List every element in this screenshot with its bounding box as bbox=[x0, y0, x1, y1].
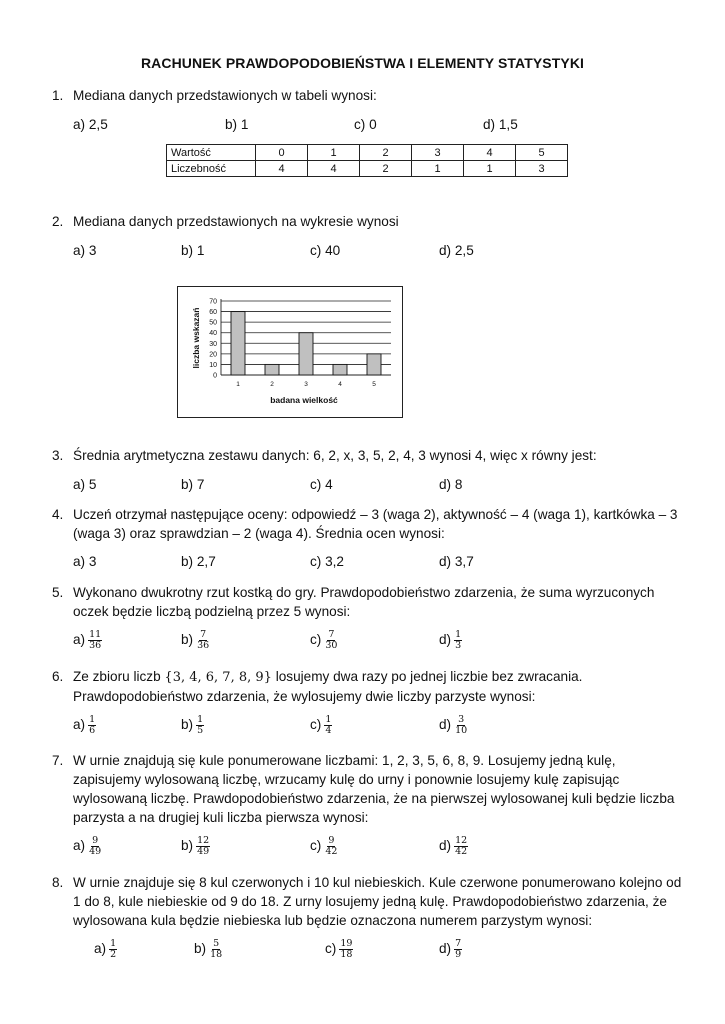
y-tick-label: 20 bbox=[209, 351, 217, 359]
answer-c: c) $\frac{7}{30}$ bbox=[310, 629, 338, 651]
question-text-line: wylosowaną liczbę. Prawdopodobieństwo zdarzenia, że na pierwszej wylosowanej kuli będzie liczba bbox=[73, 791, 675, 806]
table-header-cell: Wartość bbox=[167, 145, 256, 161]
table-cell: 3 bbox=[412, 145, 464, 161]
answer-a: a) $\frac{9}{49}$ bbox=[73, 835, 102, 857]
fraction: $\frac{7}{9}$ bbox=[455, 938, 462, 960]
fraction: $\frac{12}{42}$ bbox=[455, 835, 468, 857]
fraction: $\frac{1}{6}$ bbox=[89, 714, 96, 736]
table-cell: 4 bbox=[256, 161, 308, 177]
question-text-line: Ze zbioru liczb {3, 4, 6, 7, 8, 9} losujemy dwa razy po jednej liczbie bez zwracania. bbox=[73, 669, 583, 685]
y-tick-label: 50 bbox=[209, 319, 217, 327]
answer-a: a) 3 bbox=[73, 243, 97, 258]
bar-chart-svg bbox=[178, 287, 402, 417]
question-6 bbox=[52, 667, 682, 706]
y-axis-label: liczba wskazań bbox=[191, 307, 201, 369]
frequency-table bbox=[166, 144, 568, 177]
question-text: Średnia arytmetyczna zestawu danych: 6, 2, x, 3, 5, 2, 4, 3 wynosi 4, więc x równy jest: bbox=[73, 448, 597, 463]
question-text-line: Prawdopodobieństwo zdarzenia, że wylosujemy dwie liczby parzyste wynosi: bbox=[73, 689, 536, 704]
question-text-line: oczek będzie liczbą podzielną przez 5 wynosi: bbox=[73, 604, 351, 619]
y-tick-label: 70 bbox=[209, 298, 217, 306]
answer-c: c) 40 bbox=[310, 243, 341, 258]
question-text-line: Wykonano dwukrotny rzut kostką do gry. Prawdopodobieństwo zdarzenia, że suma wyrzuconych bbox=[73, 585, 655, 600]
fraction: $\frac{9}{49}$ bbox=[89, 835, 102, 857]
question-text: Mediana danych przedstawionych na wykresie wynosi bbox=[73, 214, 399, 229]
answer-a: a) 5 bbox=[73, 477, 97, 492]
answer-b: b) $\frac{1}{5}$ bbox=[181, 714, 204, 736]
fraction: $\frac{11}{36}$ bbox=[89, 629, 102, 651]
table-header-cell: Liczebność bbox=[167, 161, 256, 177]
x-tick-label: 5 bbox=[372, 381, 376, 388]
question-text-line: (waga 3) oraz sprawdzian – 2 (waga 4). Średnia ocen wynosi: bbox=[73, 526, 445, 541]
x-tick-label: 4 bbox=[338, 381, 342, 388]
table-cell: 4 bbox=[464, 145, 516, 161]
answer-b: b) 7 bbox=[181, 477, 205, 492]
answer-d: d) 8 bbox=[439, 477, 463, 492]
fraction: $\frac{3}{10}$ bbox=[455, 714, 468, 736]
number-set: {3, 4, 6, 7, 8, 9} bbox=[164, 670, 272, 685]
table-cell: 5 bbox=[516, 145, 568, 161]
question-number: 1. bbox=[52, 88, 64, 103]
table-cell: 4 bbox=[308, 161, 360, 177]
question-4 bbox=[52, 505, 682, 543]
question-number: 5. bbox=[52, 585, 64, 600]
x-tick-label: 2 bbox=[270, 381, 274, 388]
answer-d: d) $\frac{1}{3}$ bbox=[439, 629, 462, 651]
answer-a: a) $\frac{1}{2}$ bbox=[94, 938, 117, 960]
answer-c: c) 3,2 bbox=[310, 554, 344, 569]
answer-d: d) 2,5 bbox=[439, 243, 474, 258]
answer-a: a) $\frac{1}{6}$ bbox=[73, 714, 96, 736]
answer-b: b) $\frac{7}{36}$ bbox=[181, 629, 210, 651]
fraction: $\frac{1}{4}$ bbox=[325, 714, 332, 736]
question-text-line: W urnie znajduje się 8 kul czerwonych i 10 kul niebieskich. Kule czerwone ponumerowano kolejno od bbox=[73, 875, 682, 890]
table-cell: 1 bbox=[464, 161, 516, 177]
table-cell: 2 bbox=[360, 145, 412, 161]
answer-a: a) 3 bbox=[73, 554, 97, 569]
fraction: $\frac{1}{2}$ bbox=[110, 938, 117, 960]
y-tick-label: 0 bbox=[213, 372, 217, 380]
question-text-line: wylosowana kula będzie niebieska lub będzie oznaczona numerem parzystym wynosi: bbox=[73, 913, 593, 928]
fraction: $\frac{12}{49}$ bbox=[197, 835, 210, 857]
answer-d: d) 1,5 bbox=[483, 117, 518, 132]
question-text-line: W urnie znajdują się kule ponumerowane liczbami: 1, 2, 3, 5, 6, 8, 9. Losujemy jedną kulę, bbox=[73, 753, 616, 768]
answer-c: c) $\frac{19}{18}$ bbox=[325, 938, 353, 960]
answer-c: c) $\frac{9}{42}$ bbox=[310, 835, 338, 857]
bar bbox=[367, 354, 381, 375]
question-number: 4. bbox=[52, 507, 64, 522]
fraction: $\frac{7}{30}$ bbox=[325, 629, 338, 651]
question-8 bbox=[52, 873, 682, 930]
bar-chart bbox=[177, 286, 403, 418]
answer-c: c) $\frac{1}{4}$ bbox=[310, 714, 332, 736]
question-text-line: 1 do 8, kule niebieskie od 9 do 18. Z urny losujemy jedną kulę. Prawdopodobieństwo zdarzenia, że bbox=[73, 894, 667, 909]
y-tick-label: 30 bbox=[209, 340, 217, 348]
answer-b: b) 2,7 bbox=[181, 554, 216, 569]
table-cell: 1 bbox=[412, 161, 464, 177]
answer-a: a) $\frac{11}{36}$ bbox=[73, 629, 102, 651]
table-cell: 1 bbox=[308, 145, 360, 161]
y-tick-label: 60 bbox=[209, 309, 217, 317]
table-cell: 0 bbox=[256, 145, 308, 161]
bar bbox=[231, 312, 245, 375]
question-text-line: zapisujemy wylosowaną liczbę, wrzucamy kulę do urny i ponownie losujemy kulę zapisując bbox=[73, 772, 620, 787]
question-number: 2. bbox=[52, 214, 64, 229]
question-3 bbox=[52, 446, 682, 465]
bar bbox=[265, 364, 279, 375]
fraction: $\frac{19}{18}$ bbox=[340, 938, 353, 960]
table-cell: 3 bbox=[516, 161, 568, 177]
answer-d: d) $\frac{7}{9}$ bbox=[439, 938, 462, 960]
x-tick-label: 1 bbox=[236, 381, 240, 388]
x-tick-label: 3 bbox=[304, 381, 308, 388]
answer-c: c) 0 bbox=[354, 117, 377, 132]
answer-c: c) 4 bbox=[310, 477, 333, 492]
y-tick-label: 10 bbox=[209, 361, 217, 369]
question-number: 8. bbox=[52, 875, 64, 890]
question-text: Mediana danych przedstawionych w tabeli wynosi: bbox=[73, 88, 377, 103]
table-cell: 2 bbox=[360, 161, 412, 177]
answer-a: a) 2,5 bbox=[73, 117, 108, 132]
table-row bbox=[167, 145, 568, 161]
answer-b: b) $\frac{5}{18}$ bbox=[194, 938, 223, 960]
question-text-line: parzysta a na drugiej kuli liczba pierwsza wynosi: bbox=[73, 810, 369, 825]
bar bbox=[299, 333, 313, 375]
question-7 bbox=[52, 751, 682, 827]
fraction: $\frac{1}{3}$ bbox=[455, 629, 462, 651]
question-text-line: Uczeń otrzymał następujące oceny: odpowiedź – 3 (waga 2), aktywność – 4 (waga 1), kartkówka – 3 bbox=[73, 507, 678, 522]
y-tick-label: 40 bbox=[209, 330, 217, 338]
fraction: $\frac{1}{5}$ bbox=[197, 714, 204, 736]
answer-d: d) 3,7 bbox=[439, 554, 474, 569]
fraction: $\frac{7}{36}$ bbox=[197, 629, 210, 651]
fraction: $\frac{5}{18}$ bbox=[210, 938, 223, 960]
question-number: 3. bbox=[52, 448, 64, 463]
answer-b: b) 1 bbox=[181, 243, 205, 258]
bar bbox=[333, 364, 347, 375]
x-axis-label: badana wielkość bbox=[270, 395, 338, 405]
question-number: 7. bbox=[52, 753, 64, 768]
fraction: $\frac{9}{42}$ bbox=[325, 835, 338, 857]
table-row bbox=[167, 161, 568, 177]
question-5 bbox=[52, 583, 682, 621]
answer-d: d) $\frac{3}{10}$ bbox=[439, 714, 468, 736]
answer-b: b) $\frac{12}{49}$ bbox=[181, 835, 210, 857]
answer-b: b) 1 bbox=[225, 117, 249, 132]
question-number: 6. bbox=[52, 669, 64, 684]
question-1 bbox=[52, 86, 682, 105]
page-title: RACHUNEK PRAWDOPODOBIEŃSTWA I ELEMENTY STATYSTYKI bbox=[140, 55, 585, 71]
question-2 bbox=[52, 212, 682, 231]
answer-d: d) $\frac{12}{42}$ bbox=[439, 835, 468, 857]
